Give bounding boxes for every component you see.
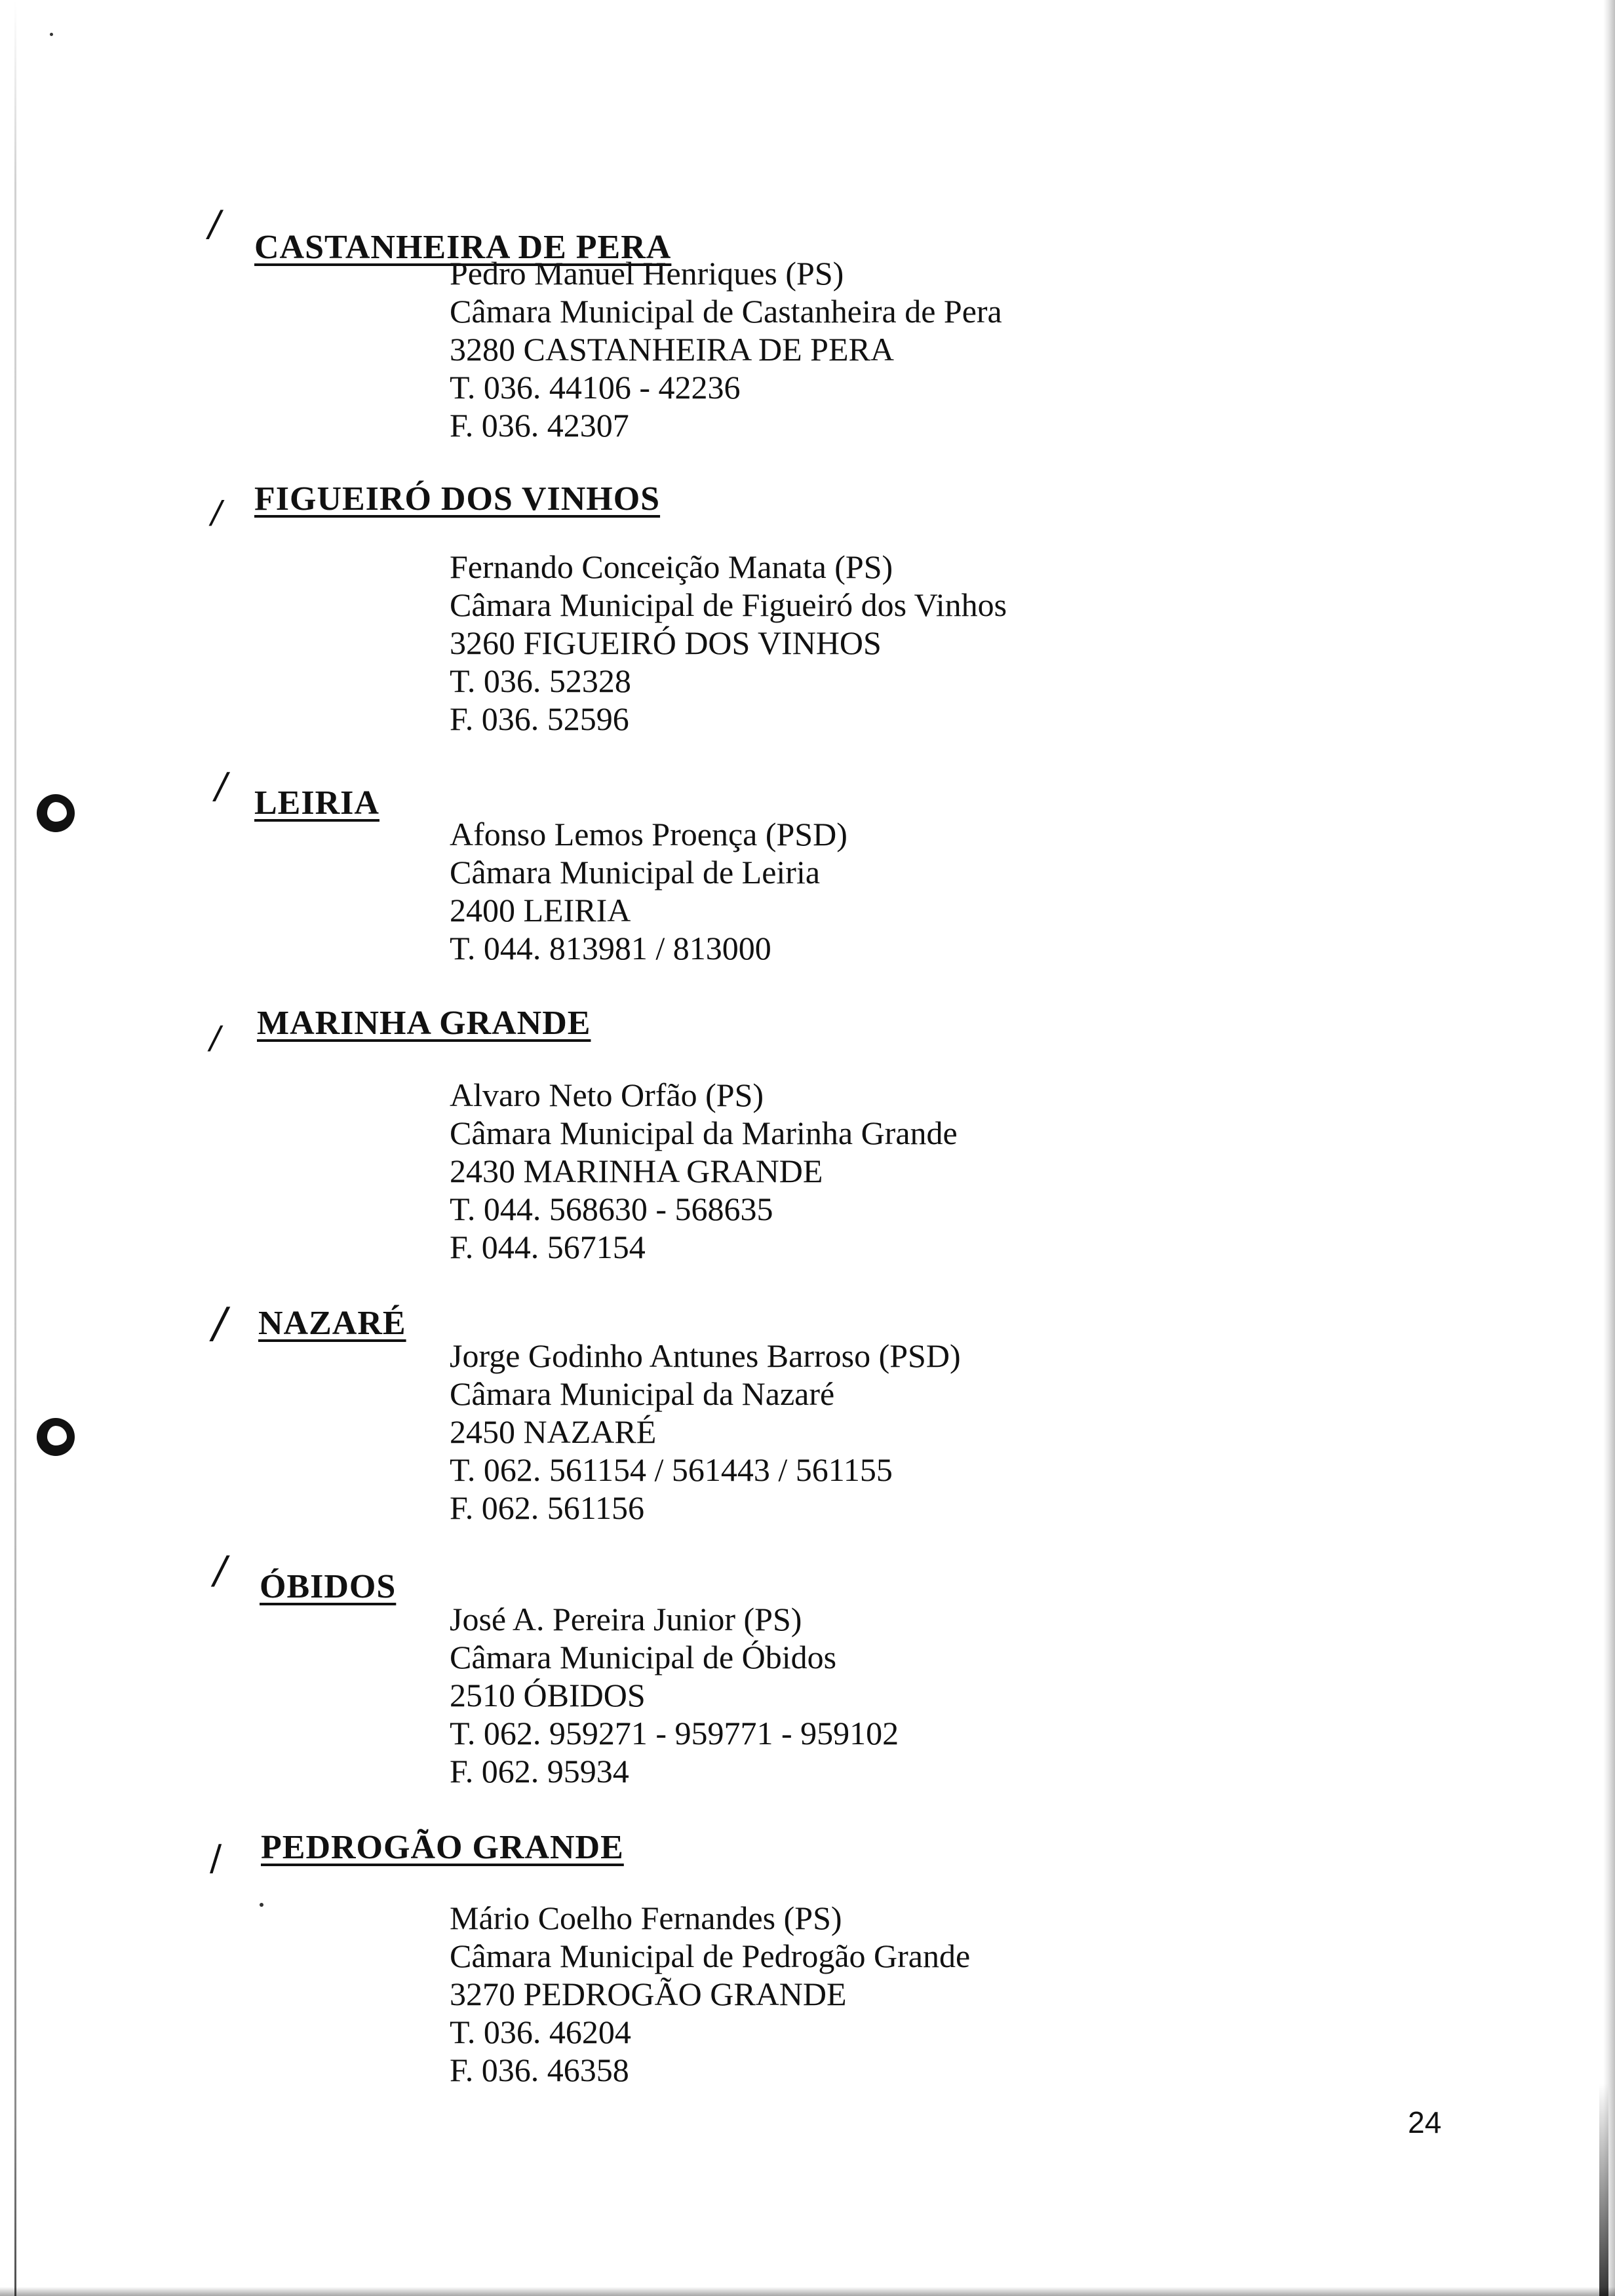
entry-details [450,1899,970,2089]
entry-office: Câmara Municipal de Leiria [450,854,821,890]
entry-phone: T. 036. 52328 [450,662,631,699]
entry-details [450,1600,899,1790]
checkmark-icon: / [212,1299,227,1348]
entry-phone: T. 036. 44106 - 42236 [450,369,741,406]
entry-details [450,815,847,967]
entry-phone: T. 036. 46204 [450,2014,631,2050]
entry-name: Jorge Godinho Antunes Barroso (PSD) [450,1337,961,1374]
entry-details [450,1337,961,1527]
entry-address: 3280 CASTANHEIRA DE PERA [450,331,894,368]
checkmark-icon: / [214,1548,227,1592]
entry-office: Câmara Municipal de Figueiró dos Vinhos [450,586,1007,623]
entry-heading: NAZARÉ [258,1305,406,1342]
entry-name: Afonso Lemos Proença (PSD) [450,816,847,852]
checkmark-icon: / [208,203,221,244]
entry-name: Alvaro Neto Orfão (PS) [450,1077,764,1113]
entry-address: 3260 FIGUEIRÓ DOS VINHOS [450,624,882,661]
entry-details [450,1076,958,1266]
entry-phone: T. 044. 568630 - 568635 [450,1191,773,1227]
entry-office: Câmara Municipal da Marinha Grande [450,1115,958,1151]
entry-phone: T. 062. 959271 - 959771 - 959102 [450,1715,899,1751]
entry-fax: F. 062. 95934 [450,1753,629,1789]
entry-fax: F. 062. 561156 [450,1489,644,1526]
entry-office: Câmara Municipal da Nazaré [450,1375,835,1412]
entry-address: 2510 ÓBIDOS [450,1677,646,1713]
scan-bottom-edge [0,2287,1615,2296]
checkmark-icon: / [211,494,222,531]
entry-heading: FIGUEIRÓ DOS VINHOS [254,480,661,518]
entry-address: 3270 PEDROGÃO GRANDE [450,1976,847,2012]
entry-heading: ÓBIDOS [260,1568,397,1605]
entry-heading: PEDROGÃO GRANDE [261,1829,624,1866]
entry-name: Mário Coelho Fernandes (PS) [450,1900,842,1936]
entry-name: José A. Pereira Junior (PS) [450,1601,802,1637]
entry-office: Câmara Municipal de Pedrogão Grande [450,1938,971,1974]
scan-left-edge [14,0,16,2296]
scan-right-edge-shadow [1599,2084,1608,2296]
entry-address: 2400 LEIRIA [450,892,631,928]
entry-phone: T. 044. 813981 / 813000 [450,930,771,966]
entry-heading: MARINHA GRANDE [257,1004,591,1042]
entry-name: Fernando Conceição Manata (PS) [450,548,893,585]
entry-heading: CASTANHEIRA DE PERA [254,229,672,266]
entry-fax: F. 036. 46358 [450,2052,629,2088]
scan-right-edge [1603,0,1615,2296]
page-number: 24 [1408,2105,1442,2139]
entry-fax: F. 036. 52596 [450,700,629,737]
entry-fax: F. 036. 42307 [450,407,629,444]
checkmark-icon: / [210,1020,221,1056]
entry-phone: T. 062. 561154 / 561443 / 561155 [450,1451,893,1488]
punch-hole [37,1418,75,1456]
entry-details [450,254,1002,444]
checkmark-icon: / [210,1837,222,1879]
punch-hole [37,794,75,832]
entry-details [450,548,1007,738]
scan-speck [260,1903,263,1907]
scan-speck [50,33,53,36]
entry-office: Câmara Municipal de Castanheira de Pera [450,293,1002,330]
entry-office: Câmara Municipal de Óbidos [450,1639,837,1675]
checkmark-icon: / [215,765,227,807]
entry-address: 2430 MARINHA GRANDE [450,1153,823,1189]
entry-address: 2450 NAZARÉ [450,1413,657,1450]
entry-heading: LEIRIA [254,784,379,822]
entry-fax: F. 044. 567154 [450,1229,646,1265]
entry-name: Pedro Manuel Henriques (PS) [450,255,844,292]
